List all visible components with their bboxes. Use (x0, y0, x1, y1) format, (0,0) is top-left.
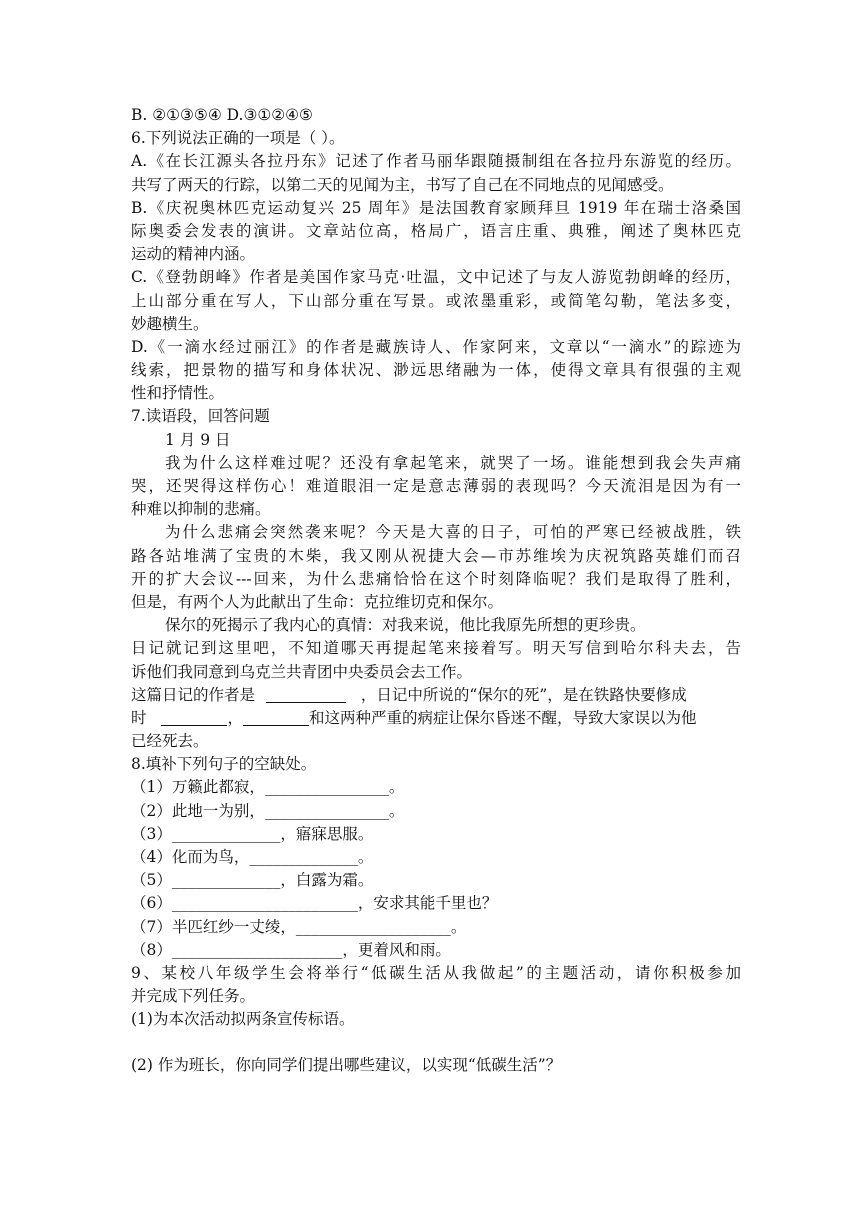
q7-question-line3: 已经死去。 (131, 732, 209, 751)
q7-question-text-e: 和这两种严重的病症让保尔昏迷不醒，导致大家误以为他 (308, 708, 697, 727)
q9-task-2: (2) 作为班长，你向同学们提出哪些建议，以实现“低碳生活”？ (131, 1055, 562, 1074)
q6-option-b-line3: 运动的精神内涵。 (131, 245, 256, 264)
q9-task-1: (1)为本次活动拟两条宣传标语。 (131, 1010, 355, 1029)
diary-para4-line2: 诉他们我同意到乌克兰共青团中央委员会去工作。 (131, 662, 473, 681)
q7-question-text-d: ， (227, 708, 243, 727)
q7-question-line1 (131, 684, 741, 707)
q6-option-a-line1: A.《在长江源头各拉丹东》记述了作者马丽华跟随摄制组在各拉丹东游览的经历。 (131, 152, 741, 171)
q6-option-d-line3: 性和抒情性。 (131, 384, 225, 403)
q7-question-text-b: ，日记中所说的“保尔的死”，是在铁路快要修成 (360, 685, 687, 704)
diary-para1-line3: 种难以抑制的悲痛。 (131, 500, 271, 519)
q8-item-7: （7）半匹红纱一丈绫，____________________。 (131, 917, 467, 936)
q7-question-text-c: 时 (131, 708, 147, 727)
q9-stem-line2: 并完成下列任务。 (131, 987, 256, 1006)
diary-para2-line2: 路各站堆满了宝贵的木柴，我又刚从祝捷大会—市苏维埃为庆祝筑路英雄们而召 (131, 546, 741, 565)
q7-stem: 7.读语段，回答问题 (131, 407, 270, 426)
q8-stem: 8.填补下列句子的空缺处。 (131, 755, 317, 774)
q6-stem: 6.下列说法正确的一项是（ ）。 (131, 129, 345, 148)
q8-item-1: （1）万籁此都寂，________________。 (131, 778, 405, 797)
author-blank[interactable] (266, 686, 346, 703)
diary-para4-line1: 日记就记到这里吧，不知道哪天再提起笔来接着写。明天写信到哈尔科夫去，告 (131, 639, 741, 658)
diary-para2-line3: 开的扩大会议---回来，为什么悲痛恰恰在这个时刻降临呢？我们是取得了胜利， (131, 569, 741, 588)
diary-para2-line4: 但是，有两个人为此献出了生命：克拉维切克和保尔。 (131, 592, 504, 611)
q7-question-text-a: 这篇日记的作者是 (131, 685, 256, 704)
illness-blank-1[interactable] (161, 709, 227, 726)
q6-option-c-line1: C.《登勃朗峰》作者是美国作家马克·吐温，文中记述了与友人游览勃朗峰的经历， (131, 268, 741, 287)
q6-option-a-line2: 共写了两天的行踪，以第二天的见闻为主，书写了自己在不同地点的见闻感受。 (131, 175, 674, 194)
diary-para3: 保尔的死揭示了我内心的真情：对我来说，他比我原先所想的更珍贵。 (165, 616, 646, 635)
q6-option-d-line1: D.《一滴水经过丽江》的作者是藏族诗人、作家阿来，文章以“一滴水”的踪迹为 (131, 337, 741, 356)
q8-item-4: （4）化而为鸟，______________。 (131, 848, 374, 866)
diary-para2-line1: 为什么悲痛会突然袭来呢？今天是大喜的日子，可怕的严寒已经被战胜，铁 (165, 523, 741, 542)
q6-option-d-line2: 线索，把景物的描写和身体状况、渺远思绪融为一体，使得文章具有很强的主观 (131, 361, 741, 380)
q7-question-line2 (131, 707, 741, 730)
q9-stem-line1: 9、某校八年级学生会将举行“低碳生活从我做起”的主题活动，请你积极参加 (131, 963, 741, 982)
q8-item-2: （2）此地一为别，________________。 (131, 801, 405, 820)
diary-para1-line2: 哭，还哭得这样伤心！难道眼泪一定是意志薄弱的表现吗？今天流泪是因为有一 (131, 477, 741, 495)
q6-option-c-line3: 妙趣横生。 (131, 314, 209, 333)
q8-item-5: （5）______________，白露为霜。 (131, 871, 374, 890)
q6-option-b-line2: 际奥委会发表的演讲。文章站位高，格局广，语言庄重、典雅，阐述了奥林匹克 (131, 221, 741, 240)
q6-option-b-line1: B.《庆祝奥林匹克运动复兴 25 周年》是法国教育家顾拜旦 1919 年在瑞士洛桑国 (131, 198, 741, 217)
q8-item-6: （6）________________________，安求其能千里也？ (131, 894, 498, 913)
q8-item-3: （3）______________，寤寐思服。 (131, 824, 374, 843)
document-page (131, 104, 741, 1077)
q6-option-c-line2: 上山部分重在写人，下山部分重在写景。或浓墨重彩，或简笔勾勒，笔法多变， (131, 291, 741, 310)
diary-date: 1 月 9 日 (165, 430, 231, 449)
illness-blank-2[interactable] (243, 709, 309, 726)
q5-options-line: B. ②①③⑤④ D.③①②④⑤ (131, 106, 313, 124)
q8-item-8: （8）______________________，更着风和雨。 (131, 940, 451, 959)
diary-para1-line1: 我为什么这样难过呢？还没有拿起笔来，就哭了一场。谁能想到我会失声痛 (165, 453, 741, 472)
answer-space (131, 1032, 741, 1054)
